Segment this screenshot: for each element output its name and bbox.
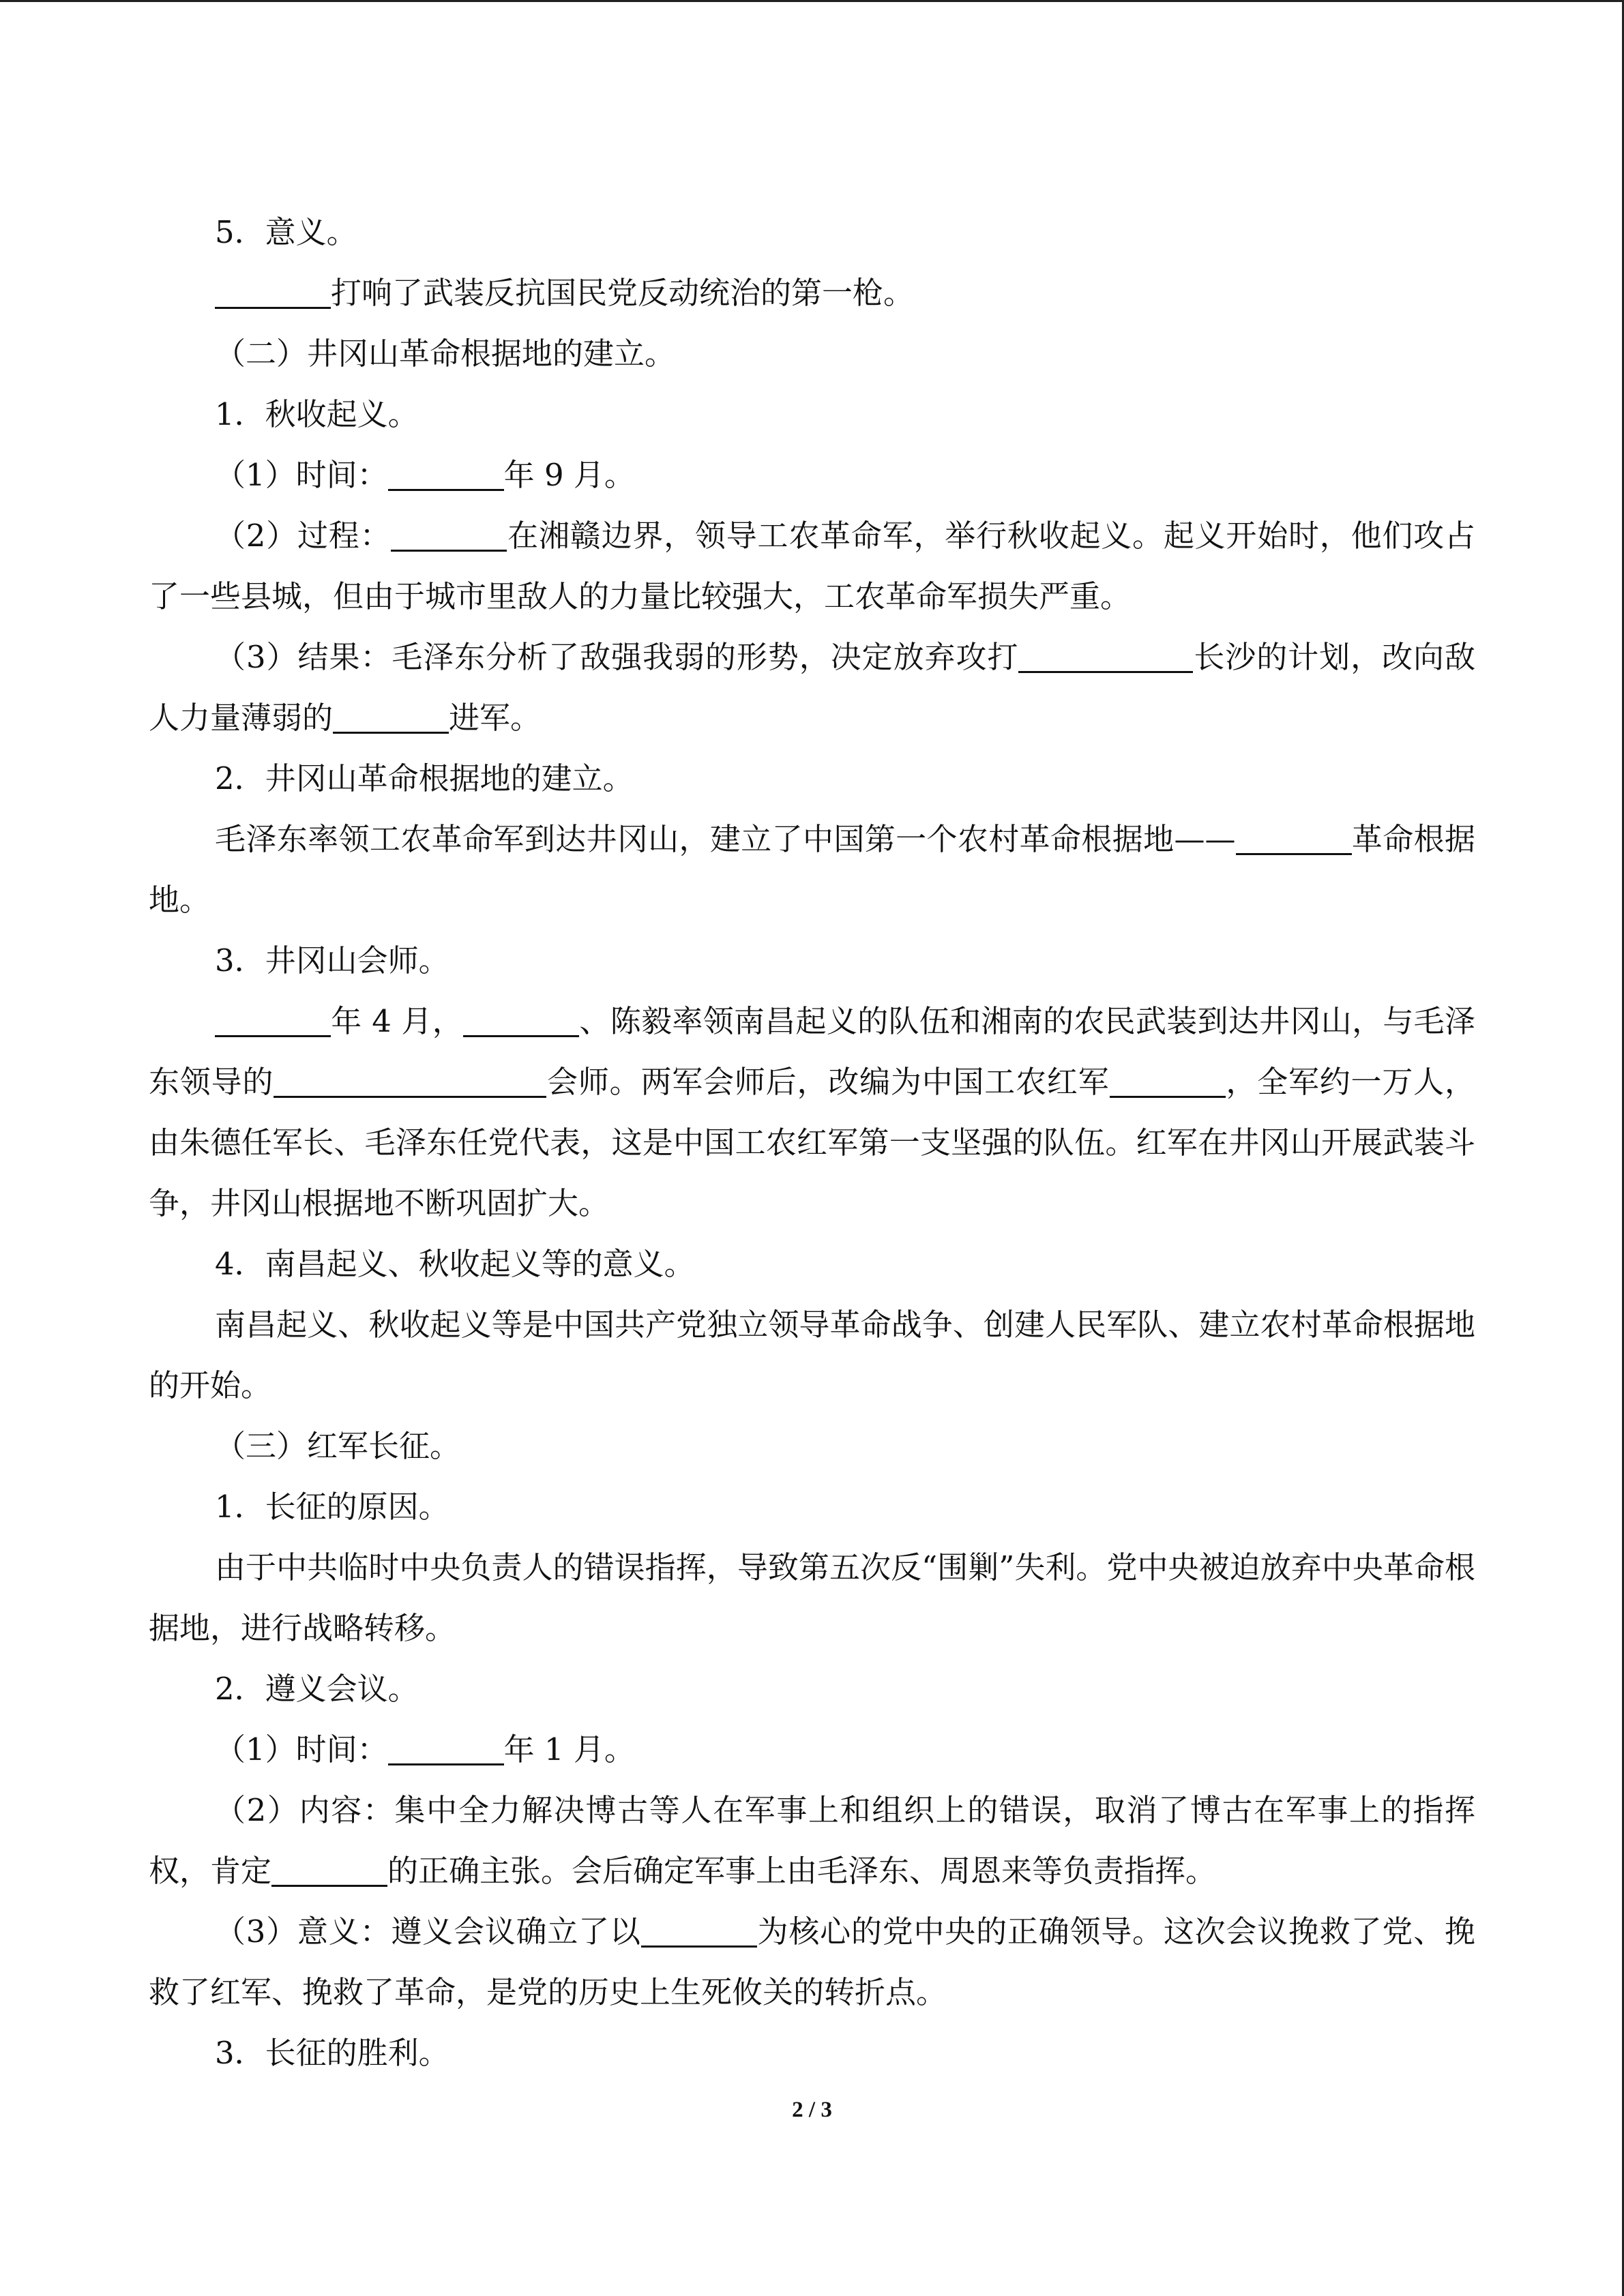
text-run: 的正确主张。会后确定军事上由毛泽东、周恩来等负责指挥。 <box>387 1853 1217 1889</box>
text-run: 年 4 月， <box>331 1003 464 1039</box>
text-run: 年 1 月。 <box>503 1731 635 1768</box>
answer-blank <box>1018 638 1193 673</box>
answer-blank <box>641 1913 757 1948</box>
text-run: （3）意义：遵义会议确立了以 <box>215 1913 641 1950</box>
subheading <box>149 1234 1475 1294</box>
document-body <box>149 202 1475 2083</box>
paragraph <box>149 1537 1475 1658</box>
text-run: ，全军约一万人，由朱德任军长、毛泽东任党代表，这是中国工农红军第一支坚强的队伍。红军在井冈山开展武装斗争，井冈山根据地不断巩固扩大。 <box>149 1064 1475 1221</box>
text-run: 由于中共临时中央负责人的错误指挥，导致第五次反“围剿”失利。党中央被迫放弃中央革命根据地，进行战略转移。 <box>149 1549 1475 1646</box>
text-run: （1）时间： <box>215 457 388 493</box>
text-run: 2．井冈山革命根据地的建立。 <box>215 760 634 796</box>
text-run: 1．长征的原因。 <box>215 1489 449 1525</box>
paragraph <box>149 263 1475 323</box>
answer-blank <box>271 1852 387 1887</box>
paragraph <box>149 1294 1475 1416</box>
answer-blank <box>274 1063 546 1098</box>
text-run: （二）井冈山革命根据地的建立。 <box>215 336 676 372</box>
paragraph <box>149 1901 1475 2023</box>
answer-blank <box>215 274 331 309</box>
text-run: （三）红军长征。 <box>215 1428 461 1464</box>
text-run: 1．秋收起义。 <box>215 396 419 432</box>
page-border-top <box>0 0 1624 2</box>
text-run: 毛泽东率领工农革命军到达井冈山，建立了中国第一个农村革命根据地—— <box>215 821 1236 857</box>
text-run: （1）时间： <box>215 1731 388 1768</box>
paragraph <box>149 809 1475 930</box>
text-run: 打响了武装反抗国民党反动统治的第一枪。 <box>331 275 915 311</box>
subheading <box>149 1476 1475 1537</box>
answer-blank <box>1236 820 1352 855</box>
text-run: 会师。两军会师后，改编为中国工农红军 <box>546 1064 1110 1100</box>
text-run: 革命根据地。 <box>149 821 1475 918</box>
text-run: 长沙的计划，改向敌人力量薄弱的 <box>149 639 1475 736</box>
text-run: 南昌起义、秋收起义等是中国共产党独立领导革命战争、创建人民军队、建立农村革命根据地的开始。 <box>149 1307 1475 1403</box>
text-run: 进军。 <box>449 700 542 736</box>
text-run: 5．意义。 <box>215 214 357 250</box>
text-run: 4．南昌起义、秋收起义等的意义。 <box>215 1246 695 1282</box>
section-heading <box>149 323 1475 384</box>
paragraph <box>149 202 1475 263</box>
page-number: 2 / 3 <box>792 2098 832 2122</box>
subheading <box>149 748 1475 809</box>
subheading <box>149 930 1475 991</box>
text-run: （3）结果：毛泽东分析了敌强我弱的形势，决定放弃攻打 <box>215 639 1019 675</box>
text-run: 3．长征的胜利。 <box>215 2035 449 2071</box>
answer-blank <box>1110 1063 1226 1098</box>
section-heading <box>149 1416 1475 1476</box>
paragraph <box>149 991 1475 1234</box>
paragraph <box>149 505 1475 627</box>
answer-blank <box>388 456 504 491</box>
text-run: 2．遵义会议。 <box>215 1671 419 1707</box>
paragraph <box>149 1780 1475 1901</box>
text-run: 、陈毅率领南昌起义的队伍和湘南的农民武装到达井冈山，与毛泽东领导的 <box>149 1003 1475 1100</box>
paragraph <box>149 627 1475 748</box>
answer-blank <box>215 1002 331 1037</box>
paragraph <box>149 445 1475 505</box>
text-run: 3．井冈山会师。 <box>215 942 449 979</box>
subheading <box>149 384 1475 445</box>
answer-blank <box>463 1002 579 1037</box>
answer-blank <box>333 699 449 734</box>
paragraph <box>149 1719 1475 1780</box>
text-run: 在湘赣边界，领导工农革命军，举行秋收起义。起义开始时，他们攻占了一些县城，但由于城市里敌人的力量比较强大，工农革命军损失严重。 <box>149 518 1475 614</box>
text-run: （2）过程： <box>215 518 392 554</box>
answer-blank <box>388 1731 504 1765</box>
subheading <box>149 1658 1475 1719</box>
subheading <box>149 2023 1475 2083</box>
text-run: 为核心的党中央的正确领导。这次会议挽救了党、挽救了红军、挽救了革命，是党的历史上生死攸关的转折点。 <box>149 1913 1475 2010</box>
text-run: 年 9 月。 <box>503 457 635 493</box>
text-run: （2）内容：集中全力解决博古等人在军事上和组织上的错误，取消了博古在军事上的指挥权，肯定 <box>149 1792 1475 1889</box>
answer-blank <box>391 517 507 552</box>
